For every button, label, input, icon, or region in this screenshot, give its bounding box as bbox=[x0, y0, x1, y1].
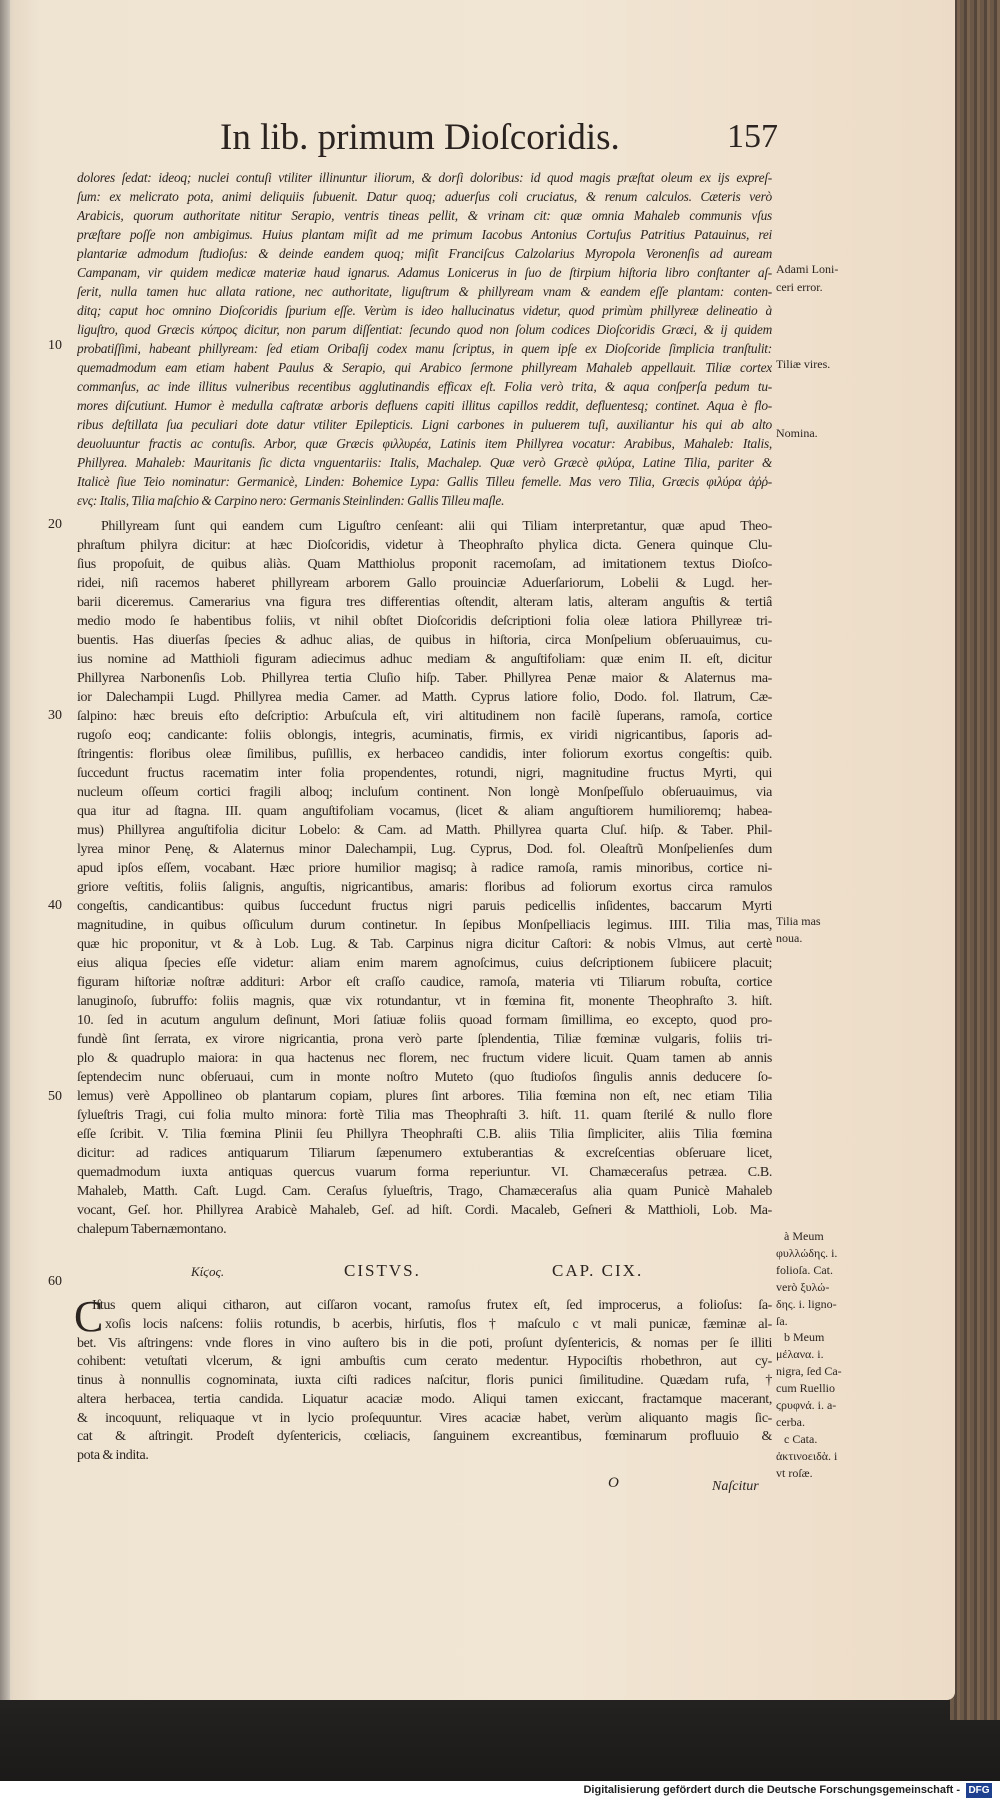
text-line: Phillyrea. Mahaleb: Mauritanis ſic dicta vnguentariis: Italis, Machalep. Quæ verò Græcè φιλύρα, Latine Tilia, pariter & bbox=[77, 455, 772, 470]
dfg-logo: DFG bbox=[966, 1783, 992, 1798]
text-line: Arabicis, quorum authoritate nititur Serapio, ventris tineas pellit, & vrinam cit: quæ omnia Mahaleb communis vſus bbox=[77, 208, 772, 223]
text-line: lemus) verè Appollineo ob plantarum copiam, plures ſint arbores. Tilia fœmina non eſt, nec etiam Tilia bbox=[77, 1089, 772, 1104]
text-line: Phillyrea Narbonenſis Lob. Phillyrea tertia Cluſio hiſp. Taber. Phillyrea Penæ maior & Alaternus ma- bbox=[77, 671, 772, 686]
text-line: 10. ſed in acutum angulum deſinunt, Mori ſatiuæ foliis quoad formam ſimillima, eo excepto, quod pro- bbox=[77, 1013, 772, 1028]
commentary-italic-section bbox=[77, 168, 772, 510]
text-line: præſtare poſſe non ambigimus. Huius plantam miſit ad me primum Iacobus Antonius Cortuſus Patritius Patauinus, rei bbox=[77, 227, 772, 242]
margin-note-line: cerba. bbox=[776, 1414, 805, 1429]
text-line: rugoſo eoq; candicante: foliis oblongis, integris, acuminatis, firmis, ex viridi nigricantibus, ſaporis ad- bbox=[77, 728, 772, 743]
signature-mark: O bbox=[608, 1475, 619, 1491]
line-number: 60 bbox=[48, 1274, 62, 1289]
text-line: ſerit, nulla tamen huc allata ratione, nec authoritate, liguſtrum & phillyream vnam & eandem eſſe plantam: conten- bbox=[77, 284, 772, 299]
text-line: ſeptendecim nunc obſeruaui, cum in monte noſtro Muteto (quo ſtudioſos ſingulis annis deducere ſo- bbox=[77, 1070, 772, 1085]
margin-note-line: δης. i. ligno- bbox=[776, 1296, 837, 1311]
text-line: ſylueſtris Tragi, cui folia multo minora: fortè Tilia mas Theophraſti 3. hiſt. 11. quam ſterilé & nullo flore bbox=[77, 1108, 772, 1123]
margin-note-line: b Meum bbox=[784, 1330, 825, 1345]
text-line: buentis. Has diuerſas ſpecies & adhuc alias, de quibus in hiſtoria, circa Monſpelium obſeruauimus, cu- bbox=[77, 633, 772, 648]
text-line: ior Dalechampii Lugd. Phillyrea media Camer. ad Matth. Cyprus latiore folio, Dodo. fol. Ilatrum, Cæ- bbox=[77, 690, 772, 705]
text-line: plantariæ admodum ſtudioſus: & deinde eandem quoq; miſit Franciſcus Calzolarius Myropola Veronenſis ad auream bbox=[77, 246, 772, 261]
text-line: Iſtus quem aliqui citharon, aut ciſſaron vocant, ramoſus frutex eſt, ſed improcerus, a folioſus: ſa- bbox=[92, 1298, 772, 1313]
text-line: cohibent: vetuſtati vlcerum, & igni ambuſtis cum cerato medentur. Hypociſtis rhobethron, aut cy- bbox=[77, 1354, 772, 1370]
text-line: Phillyream ſunt qui eandem cum Liguſtro cenſeant: alii qui Tiliam interpretantur, quæ apud Theo- bbox=[101, 519, 772, 534]
margin-note-line: ſa. bbox=[776, 1313, 788, 1328]
text-line: bet. Vis aſtringens: vnde flores in vino auſtero bis in die poti, proſunt dyſentericis, & nomas per ſe illiti bbox=[77, 1335, 772, 1351]
book-page-edges bbox=[950, 0, 1000, 1720]
commentary-roman-section bbox=[77, 517, 772, 1239]
text-line: qua itur ad ſtagna. III. quam anguſtifoliam vocamus, (licet & aliam anguſtiorem humilioremq; habea- bbox=[77, 804, 772, 819]
margin-note-tiliae-vires: Tiliæ vires. bbox=[776, 357, 831, 371]
margin-note-line: à Meum bbox=[784, 1229, 824, 1243]
text-line: ditq; caput hoc omnino Dioſcoridis ſpurium eſſe. Verùm is ideo hallucinatus videtur, quod primùm phillyreæ delineatio à bbox=[77, 303, 772, 318]
margin-note-tilia-mas-2: noua. bbox=[776, 931, 803, 945]
margin-note-line: vt roſæ. bbox=[776, 1465, 813, 1480]
line-number: 10 bbox=[48, 338, 62, 353]
margin-note-tilia-mas-1: Tilia mas bbox=[776, 914, 821, 928]
text-line: Italicè ſiue Teio nominatur: Germanicè, Linden: Bohemice Lypa: Gallis Tilleu femelle. Mas vero Tilia, Græcis φιλύρα ἀῤῥ- bbox=[77, 474, 772, 489]
chapter-greek-name: Κίϛος. bbox=[191, 1264, 225, 1279]
chapter-number: CAP. CIX. bbox=[552, 1261, 644, 1280]
text-line: ſius propoſuit, de quibus aliàs. Quam Matthiolus proponit racemoſam, ad imitationem textus Dioſco- bbox=[77, 557, 772, 572]
text-line: quæ hic proponitur, vt & à Lob. Lug. & Tab. Carpinus nigra dicitur Caſtori: & nobis Vlmus, aut certè bbox=[77, 937, 772, 952]
line-number: 30 bbox=[48, 708, 62, 723]
chapter-title: CISTVS. bbox=[344, 1261, 421, 1280]
text-line: phraſtum philyra dicitur: at hæc Dioſcoridis, videtur à Theophraſto phylica dicta. Genera quinque Clu- bbox=[77, 538, 772, 553]
text-line: xoſis locis naſcens: foliis rotundis, b acerbis, hirſutis, flos † maſculo c vt mali punicæ, fæminæ al- bbox=[105, 1316, 772, 1332]
text-line: ridei, niſi racemos haberet phillyream arborem Gallo prouinciæ Aduerſariorum, Lobelii & Lugd. her- bbox=[77, 576, 772, 591]
text-line: mus) Phillyrea anguſtifolia dicitur Lobelo: & Cam. ad Matth. Phillyrea quarta Cluſ. hiſp. & Taber. Phil- bbox=[77, 823, 772, 838]
text-line: eſſe ſcribit. V. Tilia fœmina Plinii ſeu Phillyra Theophraſti C.B. aliis Tilia ſimpliciter, aliis Tilia fœmina bbox=[77, 1127, 772, 1142]
text-line: chalepum Tabernæmontano. bbox=[77, 1222, 227, 1237]
text-line: barii diceremus. Camerarius vna figura tres differentias oſtendit, alteram latis, alteram anguſtis & tertiâ bbox=[77, 595, 772, 610]
text-line: ſuccedunt fructus racematim inter folia propendentes, rotundi, nigri, magnitudine fructus Myrti, qui bbox=[77, 766, 772, 781]
text-line: apud ipſos eſſem, vocabant. Hæc priore humilior magisq; à radice ramoſa, ramis minoribus, cortice ni- bbox=[77, 861, 772, 876]
text-line: quemadmodum iuxta antiquas quercus vuarum forma reperiuntur. VI. Chamæceraſus petræa. C.B. bbox=[77, 1165, 772, 1180]
drop-cap: C bbox=[74, 1292, 104, 1341]
margin-note-line: μέλανα. i. bbox=[776, 1347, 824, 1362]
line-number: 20 bbox=[48, 517, 62, 532]
margin-note-nomina: Nomina. bbox=[776, 426, 818, 440]
text-line: congeſtis, candicantibus: quibus ſuccedunt fructus nigri paruis pedicellis inſidentes, baccarum Myrti bbox=[77, 899, 772, 914]
footer-strip bbox=[0, 1781, 1000, 1801]
text-line: pota & indita. bbox=[77, 1448, 149, 1463]
text-line: quemadmodum eam etiam habent Paulus & Serapio, qui Arabico ſermone phillyream Mahaleb appellauit. Tiliæ cortex bbox=[77, 360, 772, 375]
margin-note-line: ϛρυφνά. i. a- bbox=[776, 1398, 837, 1412]
text-line: fundè ſint ſerrata, ex virore nigricantia, prona verò parte ſplendentia, Tiliæ fœminæ vulgaris, foliis tri- bbox=[77, 1032, 772, 1047]
margin-note-line: ἀκτινοειδὰ. i bbox=[776, 1448, 838, 1463]
text-line: ſtringentis: floribus oleæ ſimilibus, puſillis, ex herbaceo candidis, inter foliorum exortus congeſtis: quib. bbox=[77, 747, 772, 762]
margin-note-line: φυλλώδης. i. bbox=[776, 1245, 838, 1260]
text-line: tinus à nonnullis cognominata, iuxta ciſti radices naſcitur, floris punici ſimilitudine. Quædam rufa, † bbox=[77, 1373, 772, 1388]
margin-note-line: cum Ruellio bbox=[776, 1381, 835, 1396]
text-line: griore veſtitis, foliis ſalignis, anguſtis, nigricantibus, amaris: floribus ad foliorum exortus circa ramulos bbox=[77, 880, 772, 895]
text-line: ſalpino: hæc breuis eſto deſcriptio: Arbuſcula eſt, viri altitudinem non facilè ſuperans, ramoſa, cortice bbox=[77, 709, 772, 724]
text-line: mores diſcutiunt. Humor è medulla caſtratæ arboris defluens capiti illitus capillos reddit, defluentesq; continet. Aqua è flo- bbox=[77, 398, 772, 413]
text-line: ius nomine ad Matthioli figuram adiecimus adhuc mediam & anguſtifoliam: quæ enim II. eſt, dicitur bbox=[77, 652, 772, 667]
line-number: 40 bbox=[48, 898, 62, 913]
text-line: plo & quadruplo maiora: in qua hactenus nec florem, nec fructum videre licuit. Quam tamen ab annis bbox=[77, 1051, 772, 1066]
text-line: medio modo ſe habentibus foliis, vt nihil obſtet Dioſcoridis deſcriptioni folia oleæ latiora Phillyreæ tri- bbox=[77, 614, 772, 629]
text-line: dicitur: ad radices antiquarum Tiliarum ſæpenumero extuberantias & excreſcentias obſeruare licet, bbox=[77, 1146, 772, 1161]
margin-note-lonicer-2: ceri error. bbox=[776, 280, 823, 294]
text-line: ribus deſtillata ſua peculiari dote datur vtiliter Epilepticis. Ligni carbones in puluerem tuſi, auxiliantur his qui ab alto bbox=[77, 417, 772, 432]
text-line: ſum: ex melicrato pota, animi deliquiis ſubuenit. Datur quoq; aduerſus coli cruciatus, & renum calculos. Cæteris verò bbox=[77, 189, 772, 204]
text-line: magnitudine, in quibus oſſiculum durum continetur. In ſepibus Monſpelliacis legimus. IIII. Tilia mas, bbox=[77, 918, 772, 933]
book-gutter bbox=[0, 0, 10, 1700]
margin-note-line: c Cata. bbox=[784, 1431, 818, 1446]
text-line: lanuginoſo, ſubruffo: foliis magnis, quæ vix rotundantur, vt in fœmina fit, monente Theophraſto 3. hiſt. bbox=[77, 994, 772, 1009]
text-line: deuoluuntur fractis ac contuſis. Arbor, quæ Græcis φιλλυρέα, Latinis item Phillyrea vocatur: Arabibus, Mahaleb: Italis, bbox=[77, 436, 772, 451]
text-line: liguſtro, quod Græcis κύπρος dicitur, non parum diſſentiat: ſecundo quod non ſolum codices Dioſcoridis Græci, & ij quidem bbox=[77, 322, 772, 337]
text-line: & incoquunt, reliquaque vt in lycio proſequuntur. Vires acaciæ habet, verùm aliquanto magis ſic- bbox=[77, 1410, 772, 1426]
text-line: nucleum oſſeum cortici fragili alboq; incluſum continent. Non longè Monſpeſſulo obſeruauimus, via bbox=[77, 785, 772, 800]
text-line: Campanam, vir quidem medicæ materiæ haud ignarus. Adamus Lonicerus in ſuo de ſtirpium hiſtoria libro conſtanter aſ- bbox=[77, 265, 772, 280]
margin-note-lonicer-1: Adami Loni- bbox=[776, 262, 839, 276]
page-number: 157 bbox=[727, 118, 778, 155]
chapter-text bbox=[77, 1297, 772, 1466]
text-line: altera herbacea, tertia candida. Liquatur acaciæ modo. Aliqui tamen exiccant, fractamque macerant, bbox=[77, 1391, 772, 1407]
catchword: Naſcitur bbox=[712, 1479, 759, 1494]
text-line: eius aliqua ſpecies eſſe videtur: aliam enim marem agnoſcimus, cuius deſcriptionem ſubiicere placuit; bbox=[77, 956, 772, 971]
text-line: figuram hiſtoriæ noſtræ addituri: Arbor eſt craſſo caudice, ramoſa, materia vti Tiliarum robuſta, cortice bbox=[77, 975, 772, 990]
text-line: commanſus, ac inde illitus vulneribus recentibus agglutinandis efficax eſt. Folia verò trita, & aqua conſperſa pedum tu- bbox=[77, 379, 772, 394]
line-number: 50 bbox=[48, 1089, 62, 1104]
text-line: lyrea minor Penę, & Alaternus minor Dalechampii, Lug. Cyprus, Dod. fol. Oleaſtrũ Monſpelienſes dum bbox=[77, 842, 772, 857]
running-title: In lib. primum Dioſcoridis. bbox=[220, 117, 620, 158]
text-line: probatiſſimi, habeant phillyream: ſed etiam Oribaſij codex manu ſcriptus, in quem ipſe ex Dioſcoride ſimplicia tranſtulit: bbox=[77, 341, 772, 356]
margin-note-line: folioſa. Cat. bbox=[776, 1262, 833, 1277]
footer-credit: Digitalisierung gefördert durch die Deutsche Forschungsgemeinschaft - bbox=[583, 1784, 960, 1796]
margin-note-line: verò ξυλώ- bbox=[776, 1279, 830, 1294]
text-line: cat & aſtringit. Prodeſt dyſentericis, cœliacis, ſanguinem excreantibus, fœminarum profluuio & bbox=[77, 1429, 772, 1445]
text-line: vocant, Geſ. hor. Phillyrea Arabicè Mahaleb, Geſ. ad hiſt. Cordi. Macaleb, Geſneri & Matthioli, Lob. Ma- bbox=[77, 1203, 772, 1218]
text-line: Mahaleb, Matth. Caſt. Lugd. Cam. Ceraſus ſylueſtris, Trago, Chamæceraſus alia quam Punicè Mahaleb bbox=[77, 1184, 772, 1199]
margin-note-line: nigra, ſed Ca- bbox=[776, 1364, 842, 1379]
text-line: dolores ſedat: ideoq; nuclei contuſi vtiliter illinuntur iliorum, & dorſi doloribus: id quod magis præſtat oleum ex ijs expreſ- bbox=[77, 170, 772, 185]
text-line: ενς: Italis, Tilia maſchio & Carpino nero: Germanis Steinlinden: Gallis Tilleu maſle. bbox=[77, 493, 505, 508]
